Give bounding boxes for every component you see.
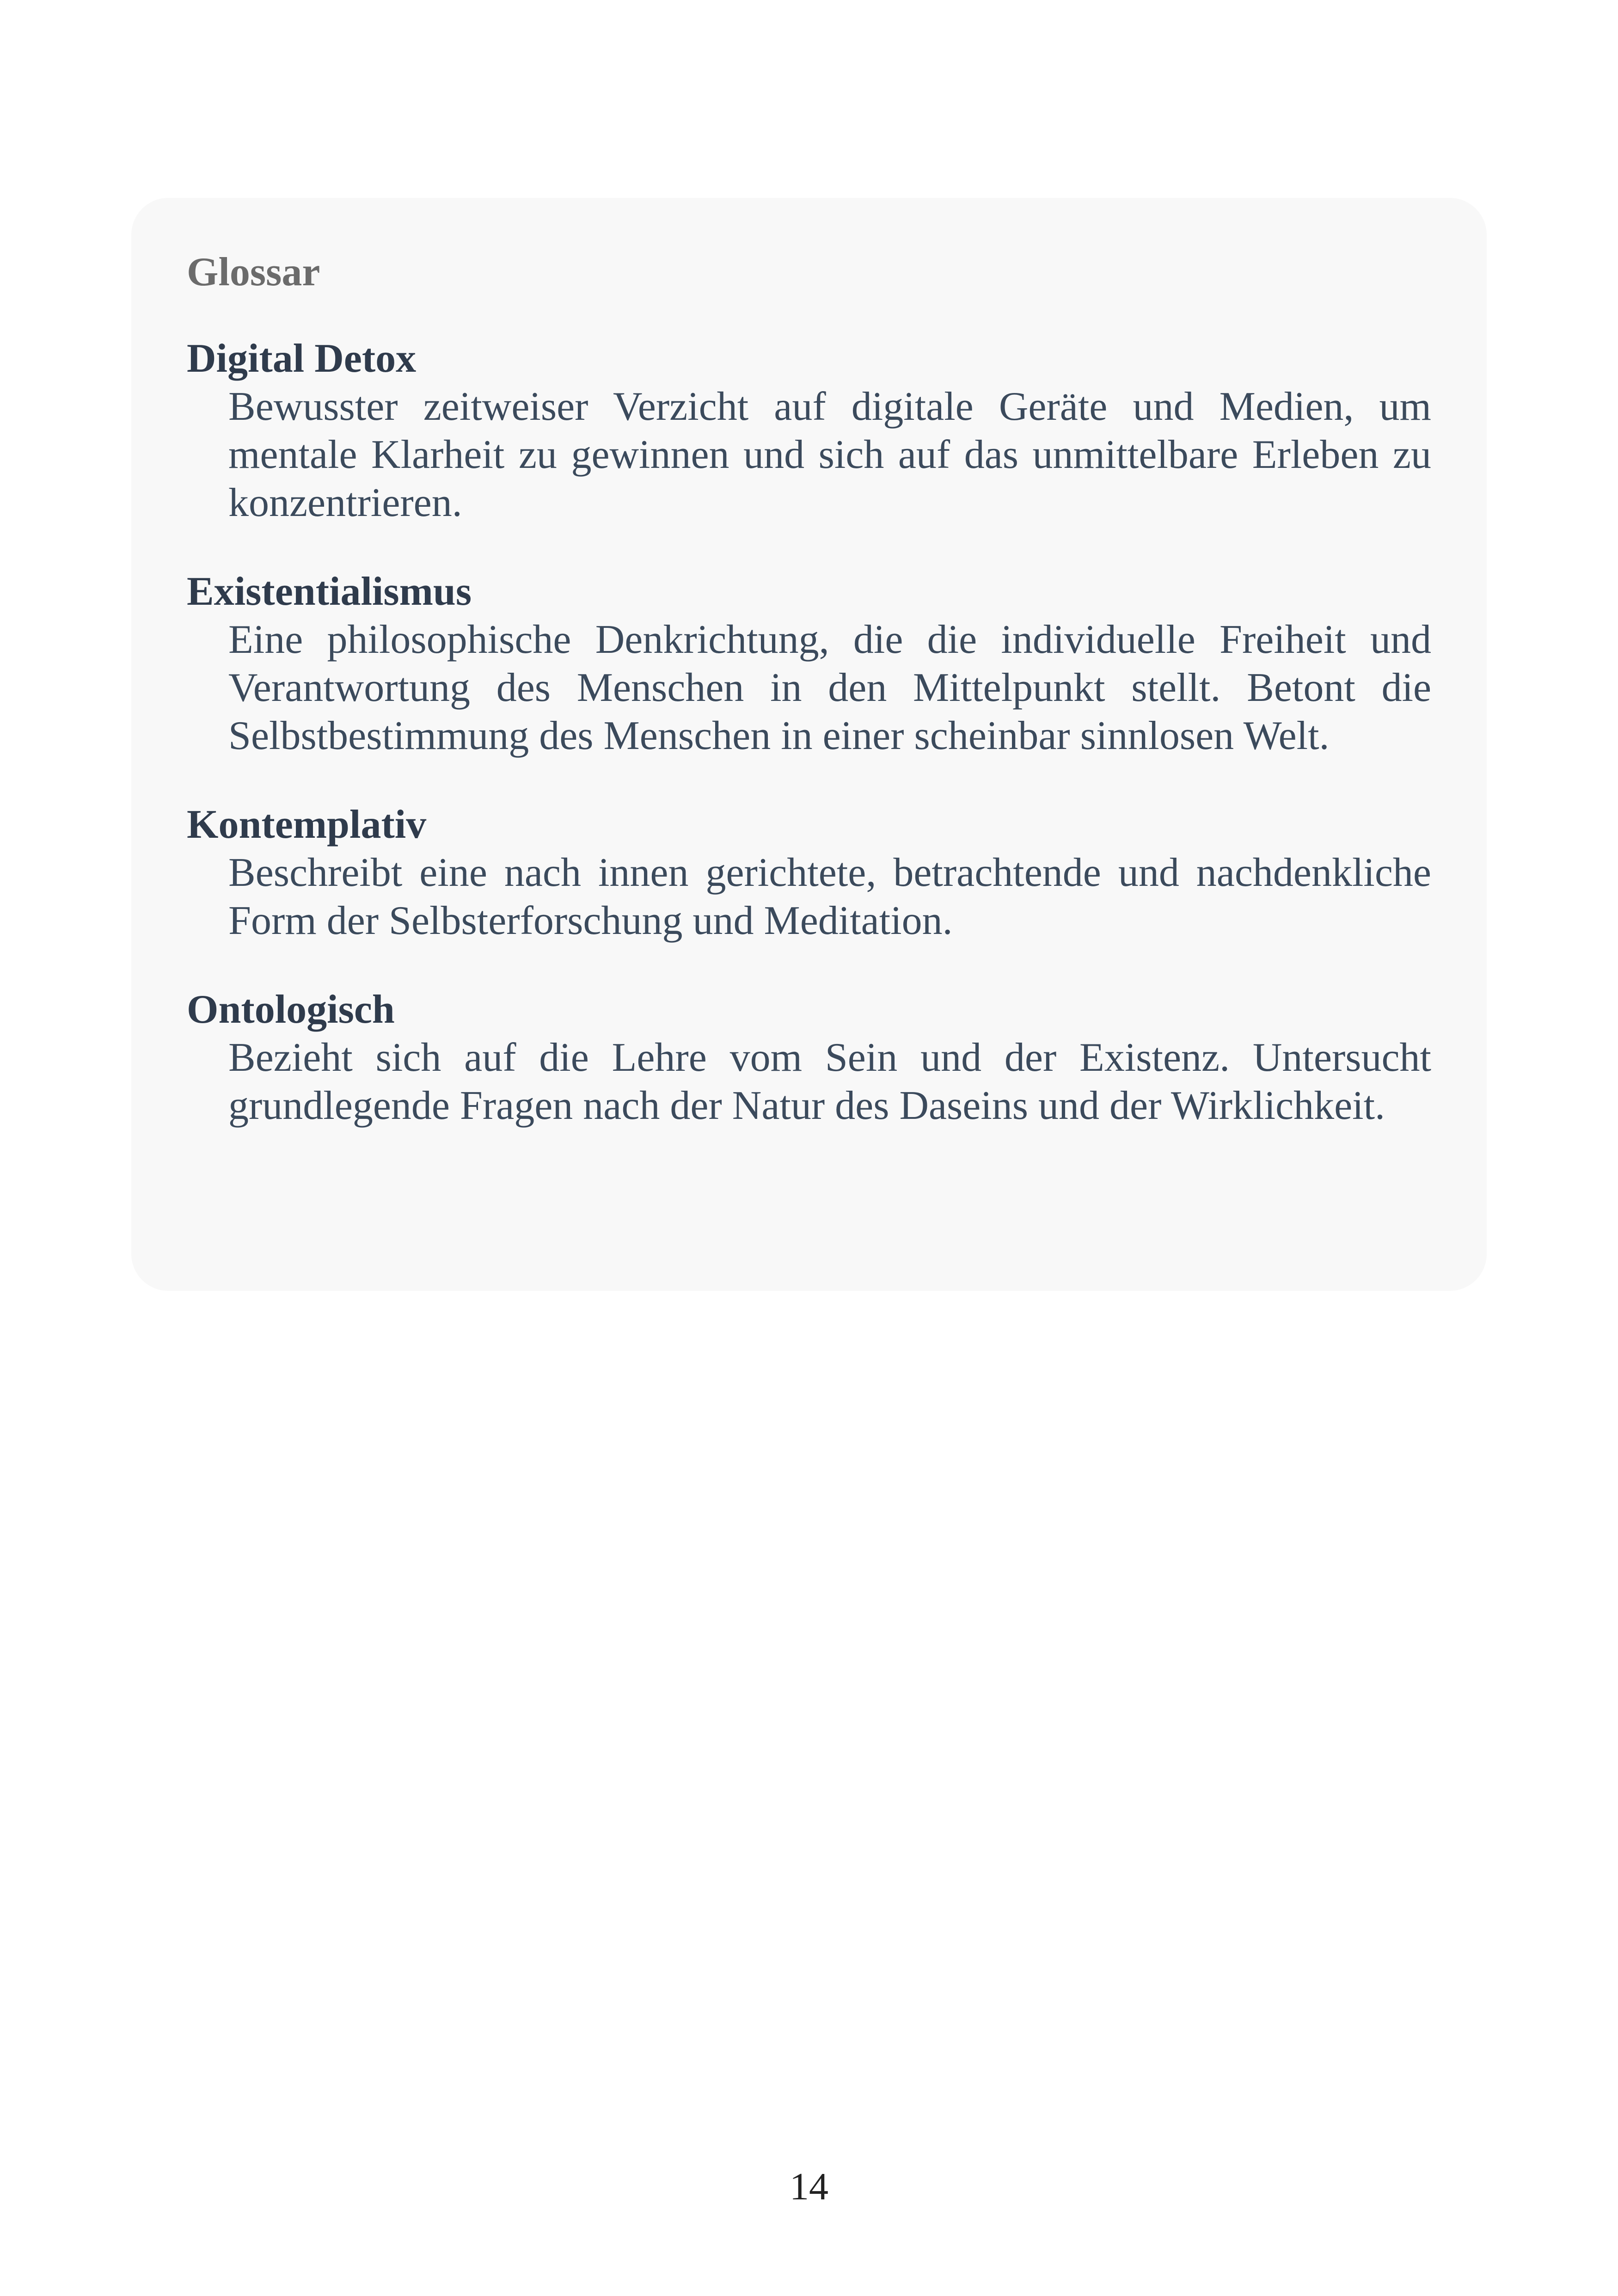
glossary-term: Ontologisch (187, 987, 395, 1032)
glossary-title: Glossar (187, 250, 320, 295)
glossary-entry-digital-detox (187, 335, 1431, 527)
glossary-term: Digital Detox (187, 336, 417, 381)
glossary-box (131, 198, 1487, 1291)
glossary-definition: Bezieht sich auf die Lehre vom Sein und der Existenz. Untersucht grundlegende Fragen nach der Natur des Daseins und der Wirklichkeit. (228, 1035, 1431, 1128)
glossary-definition: Beschreibt eine nach innen gerichtete, betrachtende und nachdenkliche Form der Selbsterforschung und Meditation. (228, 850, 1431, 943)
page-number: 14 (790, 2165, 828, 2208)
glossary-entry-ontologisch (187, 986, 1431, 1130)
glossary-entry-existentialismus (187, 568, 1431, 760)
glossary-term: Kontemplativ (187, 802, 427, 847)
glossary-definition: Eine philosophische Denkrichtung, die die individuelle Freiheit und Verantwortung des Menschen in den Mittelpunkt stellt. Betont die Selbstbestimmung des Menschen in einer scheinbar sinnlosen Welt. (228, 617, 1431, 758)
glossary-term: Existentialismus (187, 569, 472, 614)
glossary-definition: Bewusster zeitweiser Verzicht auf digitale Geräte und Medien, um mentale Klarheit zu gewinnen und sich auf das unmittelbare Erleben zu konzentrieren. (228, 384, 1431, 525)
glossary-entries (187, 335, 1431, 1130)
glossary-entry-kontemplativ (187, 801, 1431, 945)
